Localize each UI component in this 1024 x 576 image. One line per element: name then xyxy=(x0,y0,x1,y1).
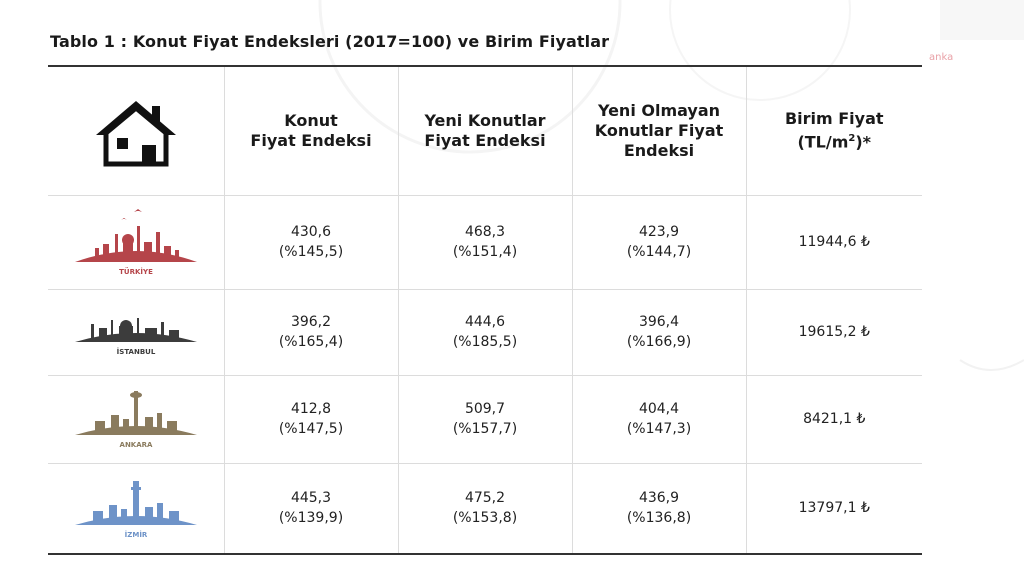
house-icon xyxy=(91,95,181,167)
izmir-skyline-logo xyxy=(71,473,201,543)
cell-turkiye-yeni-olmayan: 423,9 (%144,7) xyxy=(572,195,746,289)
turkiye-skyline-logo xyxy=(71,204,201,280)
cell-istanbul-yeni-olmayan: 396,4 (%166,9) xyxy=(572,289,746,375)
city-cell-izmir xyxy=(48,463,224,553)
header-yeni: Yeni Konutlar Fiyat Endeksi xyxy=(398,67,572,195)
city-label-istanbul: İSTANBUL xyxy=(116,348,156,356)
table-header-row xyxy=(48,67,922,195)
city-label-izmir: İZMİR xyxy=(124,531,148,540)
watermark: anka xyxy=(929,52,954,63)
cell-istanbul-yeni: 444,6 (%185,5) xyxy=(398,289,572,375)
header-konut: Konut Fiyat Endeksi xyxy=(224,67,398,195)
cell-turkiye-birim: 11944,6 ₺ xyxy=(746,195,922,289)
cell-turkiye-yeni: 468,3 (%151,4) xyxy=(398,195,572,289)
cell-izmir-birim: 13797,1 ₺ xyxy=(746,463,922,553)
city-cell-ankara xyxy=(48,375,224,463)
cell-ankara-yeni-olmayan: 404,4 (%147,3) xyxy=(572,375,746,463)
city-cell-turkiye xyxy=(48,195,224,289)
city-label-turkiye: TÜRKİYE xyxy=(118,268,153,276)
header-house-cell xyxy=(48,67,224,195)
cell-ankara-yeni: 509,7 (%157,7) xyxy=(398,375,572,463)
housing-price-table xyxy=(48,67,922,553)
cell-ankara-konut: 412,8 (%147,5) xyxy=(224,375,398,463)
cell-istanbul-konut: 396,2 (%165,4) xyxy=(224,289,398,375)
table-row-izmir xyxy=(48,463,922,553)
ankara-skyline-logo xyxy=(71,385,201,453)
cell-ankara-birim: 8421,1 ₺ xyxy=(746,375,922,463)
city-cell-istanbul xyxy=(48,289,224,375)
header-birim-fiyat: Birim Fiyat $(TL/m^2)*$ xyxy=(746,67,922,195)
city-label-ankara: ANKARA xyxy=(119,441,153,449)
header-yeni-olmayan: Yeni Olmayan Konutlar Fiyat Endeksi xyxy=(572,67,746,195)
cell-izmir-yeni-olmayan: 436,9 (%136,8) xyxy=(572,463,746,553)
table-bottom-rule xyxy=(48,553,922,555)
cell-istanbul-birim: 19615,2 ₺ xyxy=(746,289,922,375)
table-title: Tablo 1 : Konut Fiyat Endeksleri (2017=100) ve Birim Fiyatlar xyxy=(50,32,610,51)
istanbul-skyline-logo xyxy=(71,302,201,362)
table-row-istanbul xyxy=(48,289,922,375)
cell-turkiye-konut: 430,6 (%145,5) xyxy=(224,195,398,289)
cell-izmir-yeni: 475,2 (%153,8) xyxy=(398,463,572,553)
table-row-ankara xyxy=(48,375,922,463)
cell-izmir-konut: 445,3 (%139,9) xyxy=(224,463,398,553)
table-row-turkiye xyxy=(48,195,922,289)
